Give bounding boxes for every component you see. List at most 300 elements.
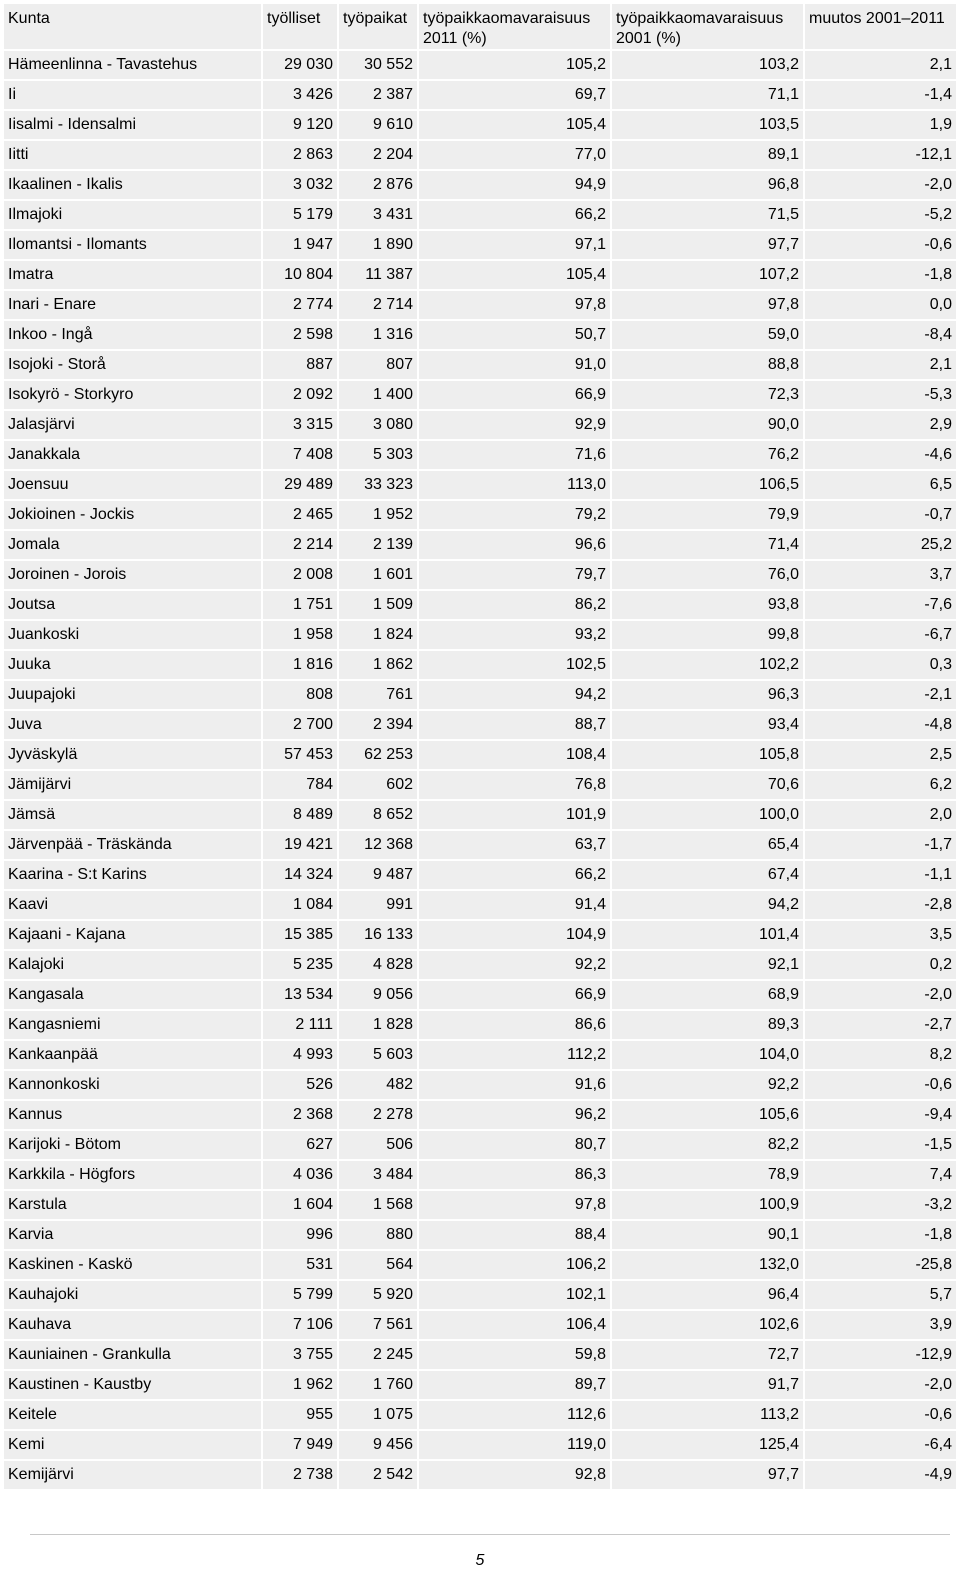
table-row — [4, 261, 956, 289]
municipality-name-cell: Kaskinen - Kaskö — [4, 1251, 261, 1279]
municipality-name-cell: Kajaani - Kajana — [4, 921, 261, 949]
table-row — [4, 441, 956, 469]
value-cell: 2 700 — [263, 711, 337, 739]
value-cell: 101,4 — [612, 921, 803, 949]
value-cell: -1,1 — [805, 861, 956, 889]
page-number: 5 — [475, 1552, 485, 1569]
value-cell: 2,5 — [805, 741, 956, 769]
value-cell: 2,1 — [805, 351, 956, 379]
value-cell: 2 368 — [263, 1101, 337, 1129]
value-cell: 88,8 — [612, 351, 803, 379]
table-row — [4, 411, 956, 439]
municipality-name-cell: Kannus — [4, 1101, 261, 1129]
value-cell: 9 120 — [263, 111, 337, 139]
value-cell: 2 092 — [263, 381, 337, 409]
value-cell: 66,2 — [419, 861, 610, 889]
value-cell: 71,5 — [612, 201, 803, 229]
value-cell: 105,6 — [612, 1101, 803, 1129]
table-row — [4, 681, 956, 709]
value-cell: 103,5 — [612, 111, 803, 139]
municipality-name-cell: Jyväskylä — [4, 741, 261, 769]
value-cell: 9 610 — [339, 111, 417, 139]
value-cell: 94,9 — [419, 171, 610, 199]
value-cell: 991 — [339, 891, 417, 919]
value-cell: 88,7 — [419, 711, 610, 739]
value-cell: 97,1 — [419, 231, 610, 259]
value-cell: 76,8 — [419, 771, 610, 799]
value-cell: 2 278 — [339, 1101, 417, 1129]
value-cell: 1 400 — [339, 381, 417, 409]
value-cell: 2 214 — [263, 531, 337, 559]
value-cell: -12,9 — [805, 1341, 956, 1369]
value-cell: 62 253 — [339, 741, 417, 769]
municipality-name-cell: Isojoki - Storå — [4, 351, 261, 379]
value-cell: 10 804 — [263, 261, 337, 289]
value-cell: 71,6 — [419, 441, 610, 469]
table-row — [4, 1281, 956, 1309]
value-cell: 16 133 — [339, 921, 417, 949]
value-cell: 7 106 — [263, 1311, 337, 1339]
value-cell: 1 816 — [263, 651, 337, 679]
value-cell: 627 — [263, 1131, 337, 1159]
value-cell: 125,4 — [612, 1431, 803, 1459]
table-row — [4, 531, 956, 559]
table-row — [4, 771, 956, 799]
municipality-name-cell: Imatra — [4, 261, 261, 289]
value-cell: 29 030 — [263, 51, 337, 79]
municipality-table — [2, 2, 958, 1491]
value-cell: -1,5 — [805, 1131, 956, 1159]
value-cell: -2,0 — [805, 981, 956, 1009]
value-cell: 107,2 — [612, 261, 803, 289]
value-cell: 97,7 — [612, 1461, 803, 1489]
value-cell: 72,3 — [612, 381, 803, 409]
municipality-name-cell: Jämijärvi — [4, 771, 261, 799]
value-cell: -2,1 — [805, 681, 956, 709]
value-cell: 65,4 — [612, 831, 803, 859]
value-cell: -4,9 — [805, 1461, 956, 1489]
value-cell: 1 751 — [263, 591, 337, 619]
value-cell: 1 760 — [339, 1371, 417, 1399]
value-cell: 89,7 — [419, 1371, 610, 1399]
table-row — [4, 1431, 956, 1459]
table-row — [4, 231, 956, 259]
value-cell: 100,9 — [612, 1191, 803, 1219]
value-cell: 11 387 — [339, 261, 417, 289]
value-cell: 80,7 — [419, 1131, 610, 1159]
value-cell: 2 598 — [263, 321, 337, 349]
table-row — [4, 1311, 956, 1339]
value-cell: 97,8 — [612, 291, 803, 319]
value-cell: 59,0 — [612, 321, 803, 349]
value-cell: 86,2 — [419, 591, 610, 619]
municipality-name-cell: Janakkala — [4, 441, 261, 469]
value-cell: 113,0 — [419, 471, 610, 499]
table-row — [4, 1131, 956, 1159]
value-cell: 1 947 — [263, 231, 337, 259]
value-cell: 105,2 — [419, 51, 610, 79]
value-cell: -1,4 — [805, 81, 956, 109]
municipality-name-cell: Kemijärvi — [4, 1461, 261, 1489]
table-row — [4, 81, 956, 109]
table-row — [4, 1011, 956, 1039]
municipality-name-cell: Juupajoki — [4, 681, 261, 709]
municipality-name-cell: Inari - Enare — [4, 291, 261, 319]
table-row — [4, 921, 956, 949]
value-cell: 5 920 — [339, 1281, 417, 1309]
value-cell: 78,9 — [612, 1161, 803, 1189]
value-cell: 9 056 — [339, 981, 417, 1009]
value-cell: 2 774 — [263, 291, 337, 319]
value-cell: 2 139 — [339, 531, 417, 559]
municipality-name-cell: Ilomantsi - Ilomants — [4, 231, 261, 259]
municipality-name-cell: Inkoo - Ingå — [4, 321, 261, 349]
value-cell: 19 421 — [263, 831, 337, 859]
value-cell: 3 484 — [339, 1161, 417, 1189]
value-cell: 104,9 — [419, 921, 610, 949]
value-cell: 79,9 — [612, 501, 803, 529]
table-row — [4, 1191, 956, 1219]
value-cell: 7 408 — [263, 441, 337, 469]
value-cell: 108,4 — [419, 741, 610, 769]
value-cell: 69,7 — [419, 81, 610, 109]
municipality-name-cell: Keitele — [4, 1401, 261, 1429]
municipality-name-cell: Ii — [4, 81, 261, 109]
value-cell: 2 542 — [339, 1461, 417, 1489]
value-cell: 0,2 — [805, 951, 956, 979]
municipality-name-cell: Karstula — [4, 1191, 261, 1219]
value-cell: -2,0 — [805, 1371, 956, 1399]
value-cell: 50,7 — [419, 321, 610, 349]
value-cell: 2 863 — [263, 141, 337, 169]
value-cell: 77,0 — [419, 141, 610, 169]
value-cell: 2 111 — [263, 1011, 337, 1039]
value-cell: 2 204 — [339, 141, 417, 169]
table-row — [4, 1161, 956, 1189]
value-cell: -2,7 — [805, 1011, 956, 1039]
value-cell: 86,6 — [419, 1011, 610, 1039]
municipality-name-cell: Karkkila - Högfors — [4, 1161, 261, 1189]
value-cell: 3 315 — [263, 411, 337, 439]
value-cell: 808 — [263, 681, 337, 709]
value-cell: 76,0 — [612, 561, 803, 589]
municipality-name-cell: Kauhajoki — [4, 1281, 261, 1309]
table-row — [4, 1461, 956, 1489]
value-cell: 526 — [263, 1071, 337, 1099]
value-cell: 8,2 — [805, 1041, 956, 1069]
municipality-name-cell: Ilmajoki — [4, 201, 261, 229]
table-row — [4, 711, 956, 739]
value-cell: 3,7 — [805, 561, 956, 589]
value-cell: 91,6 — [419, 1071, 610, 1099]
value-cell: -0,7 — [805, 501, 956, 529]
value-cell: 1 316 — [339, 321, 417, 349]
header-tyolliset: työlliset — [263, 4, 337, 49]
value-cell: 482 — [339, 1071, 417, 1099]
value-cell: 97,7 — [612, 231, 803, 259]
value-cell: -6,4 — [805, 1431, 956, 1459]
value-cell: 15 385 — [263, 921, 337, 949]
municipality-name-cell: Karijoki - Bötom — [4, 1131, 261, 1159]
value-cell: 2,0 — [805, 801, 956, 829]
header-muutos: muutos 2001–2011 — [805, 4, 956, 49]
table-row — [4, 1221, 956, 1249]
value-cell: 102,5 — [419, 651, 610, 679]
value-cell: 1,9 — [805, 111, 956, 139]
municipality-name-cell: Isokyrö - Storkyro — [4, 381, 261, 409]
value-cell: -5,2 — [805, 201, 956, 229]
value-cell: 88,4 — [419, 1221, 610, 1249]
value-cell: 90,0 — [612, 411, 803, 439]
value-cell: 66,2 — [419, 201, 610, 229]
value-cell: 96,2 — [419, 1101, 610, 1129]
value-cell: 2 714 — [339, 291, 417, 319]
municipality-name-cell: Iitti — [4, 141, 261, 169]
value-cell: 70,6 — [612, 771, 803, 799]
value-cell: -9,4 — [805, 1101, 956, 1129]
value-cell: 93,8 — [612, 591, 803, 619]
value-cell: 602 — [339, 771, 417, 799]
table-row — [4, 1401, 956, 1429]
table-row — [4, 621, 956, 649]
municipality-name-cell: Kauhava — [4, 1311, 261, 1339]
municipality-name-cell: Hämeenlinna - Tavastehus — [4, 51, 261, 79]
value-cell: 91,7 — [612, 1371, 803, 1399]
municipality-name-cell: Iisalmi - Idensalmi — [4, 111, 261, 139]
value-cell: 2,1 — [805, 51, 956, 79]
value-cell: 96,4 — [612, 1281, 803, 1309]
value-cell: 33 323 — [339, 471, 417, 499]
value-cell: 3,5 — [805, 921, 956, 949]
value-cell: 6,2 — [805, 771, 956, 799]
value-cell: 4 036 — [263, 1161, 337, 1189]
value-cell: 92,2 — [612, 1071, 803, 1099]
value-cell: 72,7 — [612, 1341, 803, 1369]
value-cell: 887 — [263, 351, 337, 379]
value-cell: 105,4 — [419, 111, 610, 139]
value-cell: 82,2 — [612, 1131, 803, 1159]
value-cell: 89,3 — [612, 1011, 803, 1039]
value-cell: 92,2 — [419, 951, 610, 979]
value-cell: 3 755 — [263, 1341, 337, 1369]
value-cell: -2,0 — [805, 171, 956, 199]
table-row — [4, 201, 956, 229]
value-cell: 91,0 — [419, 351, 610, 379]
municipality-name-cell: Jokioinen - Jockis — [4, 501, 261, 529]
municipality-name-cell: Ikaalinen - Ikalis — [4, 171, 261, 199]
value-cell: 71,4 — [612, 531, 803, 559]
value-cell: 79,7 — [419, 561, 610, 589]
value-cell: 1 862 — [339, 651, 417, 679]
value-cell: 104,0 — [612, 1041, 803, 1069]
table-row — [4, 291, 956, 319]
table-row — [4, 1101, 956, 1129]
municipality-name-cell: Joutsa — [4, 591, 261, 619]
table-row — [4, 1041, 956, 1069]
value-cell: 89,1 — [612, 141, 803, 169]
value-cell: -4,6 — [805, 441, 956, 469]
value-cell: 101,9 — [419, 801, 610, 829]
value-cell: 106,5 — [612, 471, 803, 499]
value-cell: 96,6 — [419, 531, 610, 559]
municipality-name-cell: Juuka — [4, 651, 261, 679]
value-cell: 2 394 — [339, 711, 417, 739]
municipality-name-cell: Kangasniemi — [4, 1011, 261, 1039]
value-cell: 5 179 — [263, 201, 337, 229]
municipality-name-cell: Jalasjärvi — [4, 411, 261, 439]
value-cell: 79,2 — [419, 501, 610, 529]
value-cell: 2 876 — [339, 171, 417, 199]
value-cell: 1 509 — [339, 591, 417, 619]
value-cell: 99,8 — [612, 621, 803, 649]
value-cell: 3,9 — [805, 1311, 956, 1339]
value-cell: 94,2 — [612, 891, 803, 919]
table-row — [4, 741, 956, 769]
value-cell: -0,6 — [805, 1401, 956, 1429]
municipality-name-cell: Kemi — [4, 1431, 261, 1459]
value-cell: 103,2 — [612, 51, 803, 79]
value-cell: 76,2 — [612, 441, 803, 469]
municipality-name-cell: Kaavi — [4, 891, 261, 919]
table-row — [4, 1251, 956, 1279]
municipality-name-cell: Joroinen - Jorois — [4, 561, 261, 589]
value-cell: 1 962 — [263, 1371, 337, 1399]
value-cell: 0,3 — [805, 651, 956, 679]
value-cell: 57 453 — [263, 741, 337, 769]
value-cell: 1 958 — [263, 621, 337, 649]
value-cell: 102,2 — [612, 651, 803, 679]
value-cell: 86,3 — [419, 1161, 610, 1189]
value-cell: 2 008 — [263, 561, 337, 589]
value-cell: 3 080 — [339, 411, 417, 439]
municipality-name-cell: Järvenpää - Träskända — [4, 831, 261, 859]
municipality-name-cell: Juankoski — [4, 621, 261, 649]
value-cell: 25,2 — [805, 531, 956, 559]
value-cell: 784 — [263, 771, 337, 799]
value-cell: -12,1 — [805, 141, 956, 169]
table-row — [4, 141, 956, 169]
value-cell: 1 601 — [339, 561, 417, 589]
value-cell: -2,8 — [805, 891, 956, 919]
value-cell: 68,9 — [612, 981, 803, 1009]
header-omavaraisuus-2011: työpaikkaomavaraisuus 2011 (%) — [419, 4, 610, 49]
header-tyopaikat: työpaikat — [339, 4, 417, 49]
value-cell: 112,6 — [419, 1401, 610, 1429]
value-cell: -0,6 — [805, 1071, 956, 1099]
value-cell: 5 603 — [339, 1041, 417, 1069]
value-cell: 7,4 — [805, 1161, 956, 1189]
municipality-name-cell: Kangasala — [4, 981, 261, 1009]
value-cell: 96,3 — [612, 681, 803, 709]
value-cell: 6,5 — [805, 471, 956, 499]
value-cell: -7,6 — [805, 591, 956, 619]
value-cell: 1 568 — [339, 1191, 417, 1219]
value-cell: 63,7 — [419, 831, 610, 859]
value-cell: 92,9 — [419, 411, 610, 439]
value-cell: 506 — [339, 1131, 417, 1159]
value-cell: 1 084 — [263, 891, 337, 919]
table-body — [4, 51, 956, 1489]
value-cell: 93,4 — [612, 711, 803, 739]
table-row — [4, 471, 956, 499]
value-cell: 59,8 — [419, 1341, 610, 1369]
table-row — [4, 981, 956, 1009]
value-cell: -3,2 — [805, 1191, 956, 1219]
table-row — [4, 1071, 956, 1099]
value-cell: 71,1 — [612, 81, 803, 109]
value-cell: 8 489 — [263, 801, 337, 829]
value-cell: 105,8 — [612, 741, 803, 769]
value-cell: 1 890 — [339, 231, 417, 259]
table-row — [4, 591, 956, 619]
value-cell: 92,1 — [612, 951, 803, 979]
value-cell: 66,9 — [419, 381, 610, 409]
value-cell: -25,8 — [805, 1251, 956, 1279]
value-cell: 1 952 — [339, 501, 417, 529]
value-cell: 112,2 — [419, 1041, 610, 1069]
municipality-name-cell: Kalajoki — [4, 951, 261, 979]
value-cell: 1 828 — [339, 1011, 417, 1039]
municipality-name-cell: Joensuu — [4, 471, 261, 499]
value-cell: -1,8 — [805, 261, 956, 289]
value-cell: 91,4 — [419, 891, 610, 919]
municipality-name-cell: Jomala — [4, 531, 261, 559]
value-cell: -1,8 — [805, 1221, 956, 1249]
value-cell: 2 738 — [263, 1461, 337, 1489]
value-cell: 5 235 — [263, 951, 337, 979]
value-cell: 2,9 — [805, 411, 956, 439]
municipality-name-cell: Juva — [4, 711, 261, 739]
value-cell: 9 487 — [339, 861, 417, 889]
table-row — [4, 351, 956, 379]
value-cell: -6,7 — [805, 621, 956, 649]
value-cell: 9 456 — [339, 1431, 417, 1459]
value-cell: 3 431 — [339, 201, 417, 229]
table-row — [4, 831, 956, 859]
table-row — [4, 951, 956, 979]
municipality-name-cell: Kaustinen - Kaustby — [4, 1371, 261, 1399]
value-cell: 92,8 — [419, 1461, 610, 1489]
table-row — [4, 1371, 956, 1399]
value-cell: 96,8 — [612, 171, 803, 199]
value-cell: 4 993 — [263, 1041, 337, 1069]
value-cell: 66,9 — [419, 981, 610, 1009]
municipality-name-cell: Kankaanpää — [4, 1041, 261, 1069]
value-cell: -5,3 — [805, 381, 956, 409]
table-row — [4, 51, 956, 79]
value-cell: 5 303 — [339, 441, 417, 469]
value-cell: 106,2 — [419, 1251, 610, 1279]
value-cell: 7 949 — [263, 1431, 337, 1459]
value-cell: 3 426 — [263, 81, 337, 109]
table-row — [4, 501, 956, 529]
municipality-name-cell: Jämsä — [4, 801, 261, 829]
value-cell: 13 534 — [263, 981, 337, 1009]
value-cell: 2 465 — [263, 501, 337, 529]
value-cell: 0,0 — [805, 291, 956, 319]
table-row — [4, 111, 956, 139]
table-row — [4, 561, 956, 589]
table-row — [4, 321, 956, 349]
value-cell: 531 — [263, 1251, 337, 1279]
value-cell: 5 799 — [263, 1281, 337, 1309]
value-cell: 7 561 — [339, 1311, 417, 1339]
value-cell: 1 604 — [263, 1191, 337, 1219]
value-cell: 100,0 — [612, 801, 803, 829]
value-cell: 93,2 — [419, 621, 610, 649]
value-cell: 90,1 — [612, 1221, 803, 1249]
table-row — [4, 861, 956, 889]
